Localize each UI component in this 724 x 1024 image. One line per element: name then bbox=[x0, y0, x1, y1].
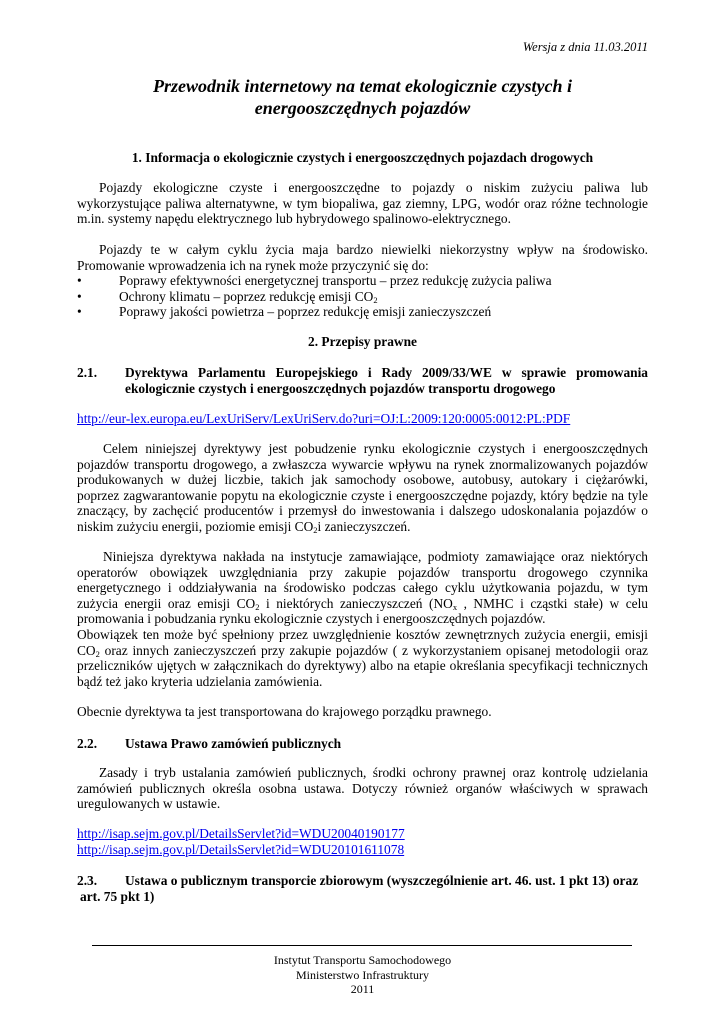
section-1-paragraph-1: Pojazdy ekologiczne czyste i energooszczędne to pojazdy o niskim zużyciu paliwa lub wykorzystujące paliwa alternatywne, w tym biopaliwa, gaz ziemny, LPG, wodór oraz różne technologie m.in. systemy napędu elektrycznego lub hybrydowego spalinowo-elektrycznego. bbox=[77, 180, 648, 227]
section-number: 2.1. bbox=[77, 365, 98, 380]
list-item: • Poprawy jakości powietrza – poprzez redukcję emisji zanieczyszczeń bbox=[77, 304, 492, 320]
section-title: Ustawa o publicznym transporcie zbiorowym (wyszczególnienie art. 46. ust. 1 pkt 13) oraz bbox=[125, 873, 639, 888]
benefits-list bbox=[77, 273, 648, 320]
list-item: • Poprawy efektywności energetycznej transportu – przez redukcję zużycia paliwa bbox=[77, 273, 552, 288]
section-2-1-paragraph-4: Obecnie dyrektywa ta jest transportowana do krajowego porządku prawnego. bbox=[77, 704, 492, 719]
document-title bbox=[77, 75, 648, 119]
section-title: Ustawa Prawo zamówień publicznych bbox=[125, 736, 342, 751]
section-2-1-paragraph-3: Obowiązek ten może być spełniony przez uwzględnienie kosztów zewnętrznych zużycia energii, emisji $CO_2$ oraz innych zanieczyszczeń przy zakupie pojazdów ( z wykorzystaniem opisanej metodologii oraz przeliczników ujętych w załącznikach do dyrektywy) albo na etapie określania specyfikacji technicznych bądź też jako kryteria udzielania zamówienia. bbox=[77, 627, 648, 689]
version-date: Wersja z dnia 11.03.2011 bbox=[522, 40, 648, 54]
section-2-heading: 2. Przepisy prawne bbox=[308, 334, 417, 349]
list-item: • Ochrony klimatu – poprzez redukcję emisji $CO_2$ bbox=[77, 288, 378, 305]
directive-link[interactable]: http://eur-lex.europa.eu/LexUriServ/LexUriServ.do?uri=OJ:L:2009:120:0005:0012:PL:PDF bbox=[77, 411, 571, 426]
section-2-2-paragraph: Zasady i tryb ustalania zamówień publicznych, środki ochrony prawnej oraz kontrolę udzielania zamówień publicznych określa osobna ustawa. Dotyczy również organów właściwych w sprawach uregulowanych w ustawie. bbox=[77, 765, 648, 812]
section-2-1-paragraph-1: Celem niniejszej dyrektywy jest pobudzenie rynku ekologicznie czystych i energooszczędnych pojazdów transportu drogowego, a zwłaszcza wywarcie wpływu na rynek znormalizowanych pojazdów produkowanych w dużej liczbie, takich jak samochody osobowe, autobusy, autokary i ciężarówki, poprzez zagwarantowanie popytu na ekologicznie czyste i energooszczędne pojazdy, który będzie na tyle znaczący, by zachęcić producentów i przemysł do inwestowania i dalszego udoskonalania pojazdów o niskim zużyciu energii, poziomie emisji $CO_2i$ zanieczyszczeń. bbox=[77, 441, 648, 535]
law-link-1[interactable]: http://isap.sejm.gov.pl/DetailsServlet?id=WDU20040190177 bbox=[77, 826, 405, 841]
title-line-2: energooszczędnych pojazdów bbox=[254, 98, 471, 118]
footer-divider bbox=[92, 945, 632, 946]
directive-link-row bbox=[77, 411, 648, 427]
footer-year: 2011 bbox=[350, 982, 375, 996]
section-2-1-paragraph-2: Niniejsza dyrektywa nakłada na instytucje zamawiające, podmioty zamawiające oraz niektórych operatorów obowiązek uwzględniania przy zakupie pojazdów transportu drogowego czynnika energetycznego i oddziaływania na środowisko podczas całego cyklu użytkowania pojazdu, w tym zużycia energii oraz emisji $CO_2$ i niektórych zanieczyszczeń ($NO_x$ , NMHC i cząstki stałe) w celu promowania i pobudzania rynku ekologicznie czystych i energooszczędnych pojazdów. bbox=[77, 549, 649, 627]
document-page bbox=[77, 0, 648, 1024]
law-link-2[interactable]: http://isap.sejm.gov.pl/DetailsServlet?id=WDU20101611078 bbox=[77, 841, 405, 857]
title-line-1: Przewodnik internetowy na temat ekologicznie czystych i bbox=[153, 76, 572, 96]
section-title-cont: art. 75 pkt 1) bbox=[80, 888, 155, 904]
footer-institute: Instytut Transportu Samochodowego bbox=[273, 953, 452, 967]
footer bbox=[77, 953, 648, 997]
section-number: 2.3. bbox=[77, 873, 98, 888]
section-2-1-heading bbox=[77, 365, 648, 396]
section-1-heading: 1. Informacja o ekologicznie czystych i energooszczędnych pojazdach drogowych bbox=[131, 150, 594, 165]
section-1-paragraph-2: Pojazdy te w całym cyklu życia maja bardzo niewielki niekorzystny wpływ na środowisko. Promowanie wprowadzenia ich na rynek może przyczynić się do: bbox=[77, 242, 648, 273]
footer-ministry: Ministerstwo Infrastruktury bbox=[296, 967, 429, 982]
section-number: 2.2. bbox=[77, 736, 98, 751]
bullet-icon: • bbox=[77, 304, 82, 320]
bullet-icon: • bbox=[77, 288, 82, 304]
bullet-icon: • bbox=[77, 273, 82, 288]
section-title: Dyrektywa Parlamentu Europejskiego i Rady 2009/33/WE w sprawie promowania ekologicznie czystych i energooszczędnych pojazdów transportu drogowego bbox=[125, 365, 648, 396]
section-2-3-heading bbox=[77, 873, 648, 904]
law-links bbox=[77, 826, 648, 857]
section-2-2-heading bbox=[77, 736, 648, 752]
